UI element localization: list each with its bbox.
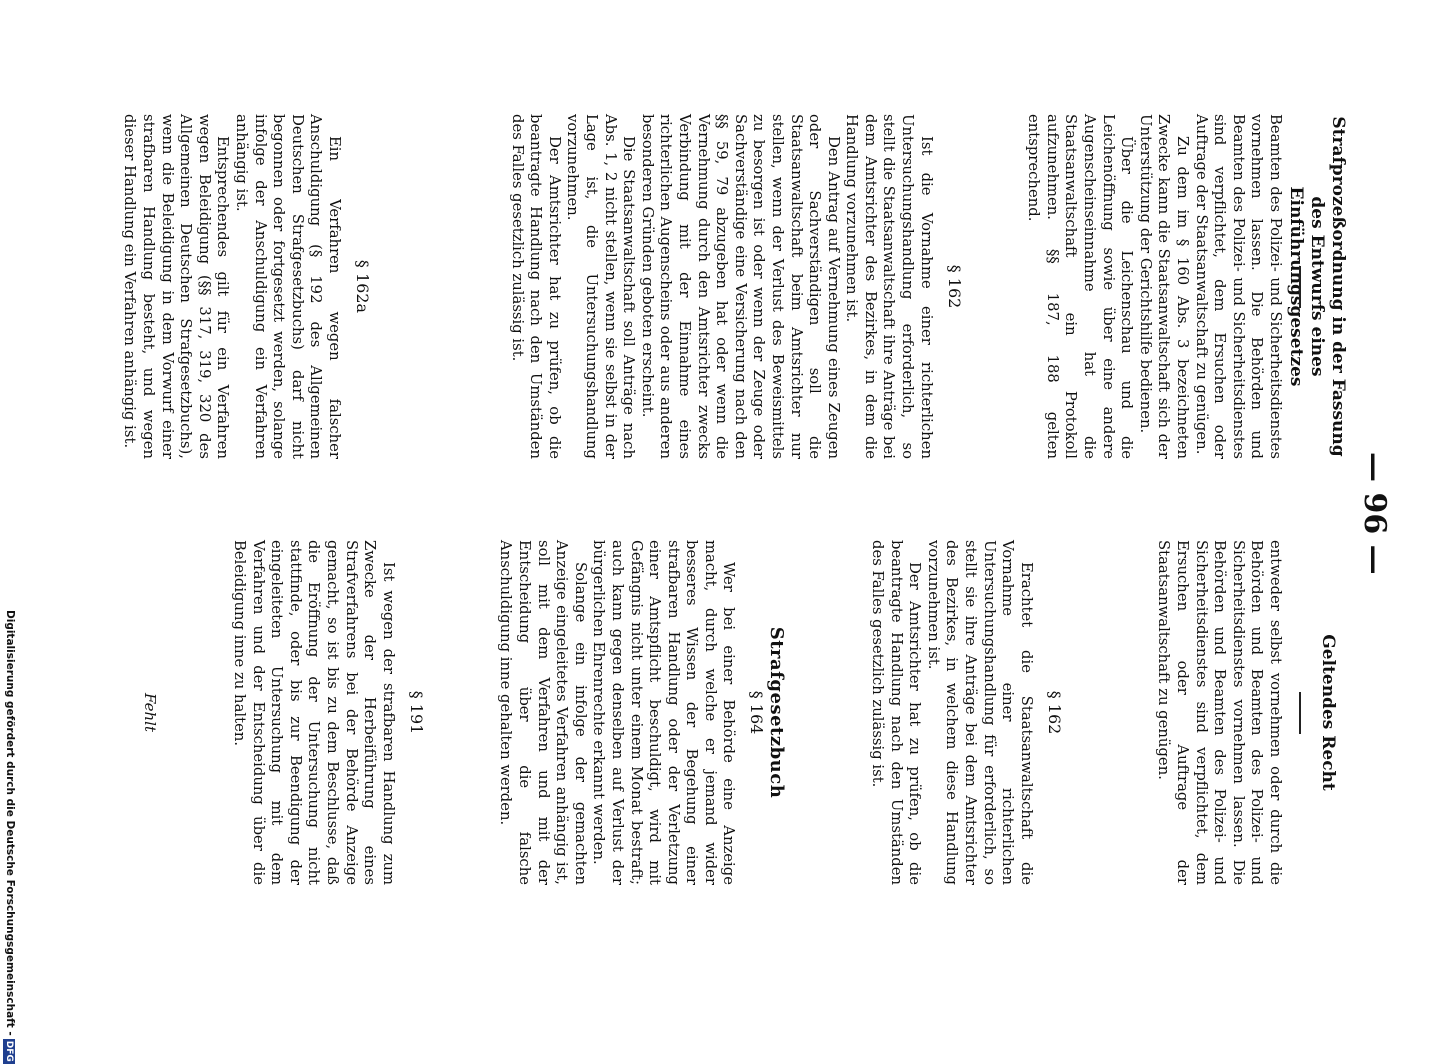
left-paragraph: Der Amtsrichter hat zu prüfen, ob die beantragte Handlung nach den Umständen des Falles gesetzlich zulässig ist. [508, 114, 563, 459]
left-paragraph: Ist die Vornahme einer richterlichen Untersuchungshandlung erforderlich, so stellt die Staatsanwaltschaft ihre Anträge bei dem Amtsrichter des Bezirkes, in dem die Handlung vorzunehmen ist. [843, 114, 935, 459]
section-heading-162-left: § 162 [944, 264, 964, 309]
section-heading-164: § 164 [747, 690, 767, 735]
right-paragraph: entweder selbst vornehmen oder durch die Behörden und Beamten des Polizei- und Sicherheitsdienstes vornehmen lassen. Die Behörden und Beamten des Polizei- und Sicherheitsdienstes sind verpflichtet, dem Ersuchen oder Auftrage der Staatsanwaltschaft zu genügen. [1155, 540, 1284, 885]
left-heading-line-2: des Entwurfs eines Einführungsgesetzes [1286, 186, 1327, 387]
section-heading-162-right: § 162 [1044, 690, 1064, 735]
left-paragraph: Beamten des Polizei- und Sicherheitsdienstes vornehmen lassen. Die Behörden und Beamten des Polizei- und Sicherheitsdienstes sind verpflichtet, dem Ersuchen oder Auftrage der Staatsanwaltschaft zu genügen. [1192, 114, 1284, 459]
left-paragraph: Entsprechendes gilt für ein Verfahren wegen Beleidigung (§§ 317, 319, 320 des Allgemeinen Deutschen Strafgesetzbuchs), wenn die Beleidigung in dem Vorwurf einer strafbaren Handlung besteht, und wegen dieser Handlung ein Verfahren anhängig ist. [121, 114, 232, 459]
dfg-logo: DFG [4, 1040, 14, 1062]
right-paragraph: Der Amtsrichter hat zu prüfen, ob die beantragte Handlung nach den Umständen des Falles gesetzlich zulässig ist. [869, 540, 924, 885]
left-paragraph: Die Staatsanwaltschaft soll Anträge nach Abs. 1, 2 nicht stellen, wenn sie selbst in der Lage ist, die Untersuchungshandlung vorzunehmen. [564, 114, 638, 459]
left-paragraph: Zu dem im § 160 Abs. 3 bezeichneten Zwecke kann die Staatsanwaltschaft sich der Unterstützung der Gerichtshilfe bedienen. [1136, 114, 1192, 459]
note-fehlt: Fehlt [141, 693, 160, 732]
right-paragraph: Wer bei einer Behörde eine Anzeige macht, durch welche er jemand wider besseres Wissen der Begehung einer strafbaren Handlung oder der Verletzung einer Amtspflicht beschuldigt, wird mit Gefängnis nicht unter einem Monat bestraft; auch kann gegen denselben auf Verlust der bürgerlichen Ehrenrechte erkannt werden. [590, 540, 738, 885]
right-paragraph: Solange ein infolge der gemachten Anzeige eingeleitetes Verfahren anhängig ist, soll mit dem Verfahren und mit der Entscheidung über die falsche Anschuldigung inne gehalten werden. [497, 540, 589, 885]
subheading-strafgesetzbuch: Strafgesetzbuch [766, 626, 788, 799]
right-paragraph: Ist wegen der strafbaren Handlung zum Zwecke der Herbeiführung eines Strafverfahrens bei der Behörde Anzeige gemacht, so ist bis zu dem Beschlusse, daß die Eröffnung der Untersuchung nicht stattfinde, oder bis zur Beendigung der eingeleiteten Untersuchung mit dem Verfahren und der Entscheidung über die Beleidigung inne zu halten. [231, 540, 397, 885]
left-paragraph: Den Antrag auf Vernehmung eines Zeugen oder Sachverständigen soll die Staatsanwaltschaft beim Amtsrichter nur stellen, wenn der Verlust des Beweismittels zu besorgen ist oder wenn der Zeuge oder Sachverständige eine Versicherung nach den §§ 59, 79 abzugeben hat oder wenn die Vernehmung durch den Amtsrichter zwecks Verbindung mit der Einnahme eines richterlichen Augenscheins oder aus anderen besonderen Gründen geboten erscheint. [638, 114, 842, 459]
right-paragraph: Erachtet die Staatsanwaltschaft die Vornahme einer richterlichen Untersuchungshandlung für erforderlich, so stellt sie ihre Anträge bei dem Amtsrichter des Bezirkes, in welchem diese Handlung vorzunehmen ist. [924, 540, 1035, 885]
credit-text: Digitalisierung gefördert durch die Deutsche Forschungsgemeinschaft - [4, 610, 16, 1036]
left-column-text [0, 114, 1284, 459]
digitization-credit [3, 610, 16, 1064]
section-heading-162a: § 162a [353, 259, 373, 314]
left-heading-rule [1299, 266, 1301, 308]
left-paragraph: Ein Verfahren wegen falscher Anschuldigung (§ 192 des Allgemeinen Deutschen Strafgesetzbuchs) darf nicht begonnen oder fortgesetzt werden, solange infolge der Anschuldigung ein Verfahren anhängig ist. [233, 114, 344, 459]
right-column-heading: Geltendes Recht [1318, 634, 1338, 791]
section-heading-191: § 191 [406, 690, 426, 735]
left-paragraph: Über die Leichenschau und die Leichenöffnung sowie über eine andere Augenscheinseinnahme hat die Staatsanwaltschaft ein Protokoll aufzunehmen. §§ 187, 188 gelten entsprechend. [1025, 114, 1136, 459]
right-column-text [141, 540, 1284, 885]
page-number: — 96 — [1357, 452, 1392, 575]
left-heading-line-1: Strafprozeßordnung in der Fassung [1328, 116, 1348, 457]
left-column-heading [1285, 114, 1348, 459]
right-heading-rule [1299, 692, 1301, 734]
